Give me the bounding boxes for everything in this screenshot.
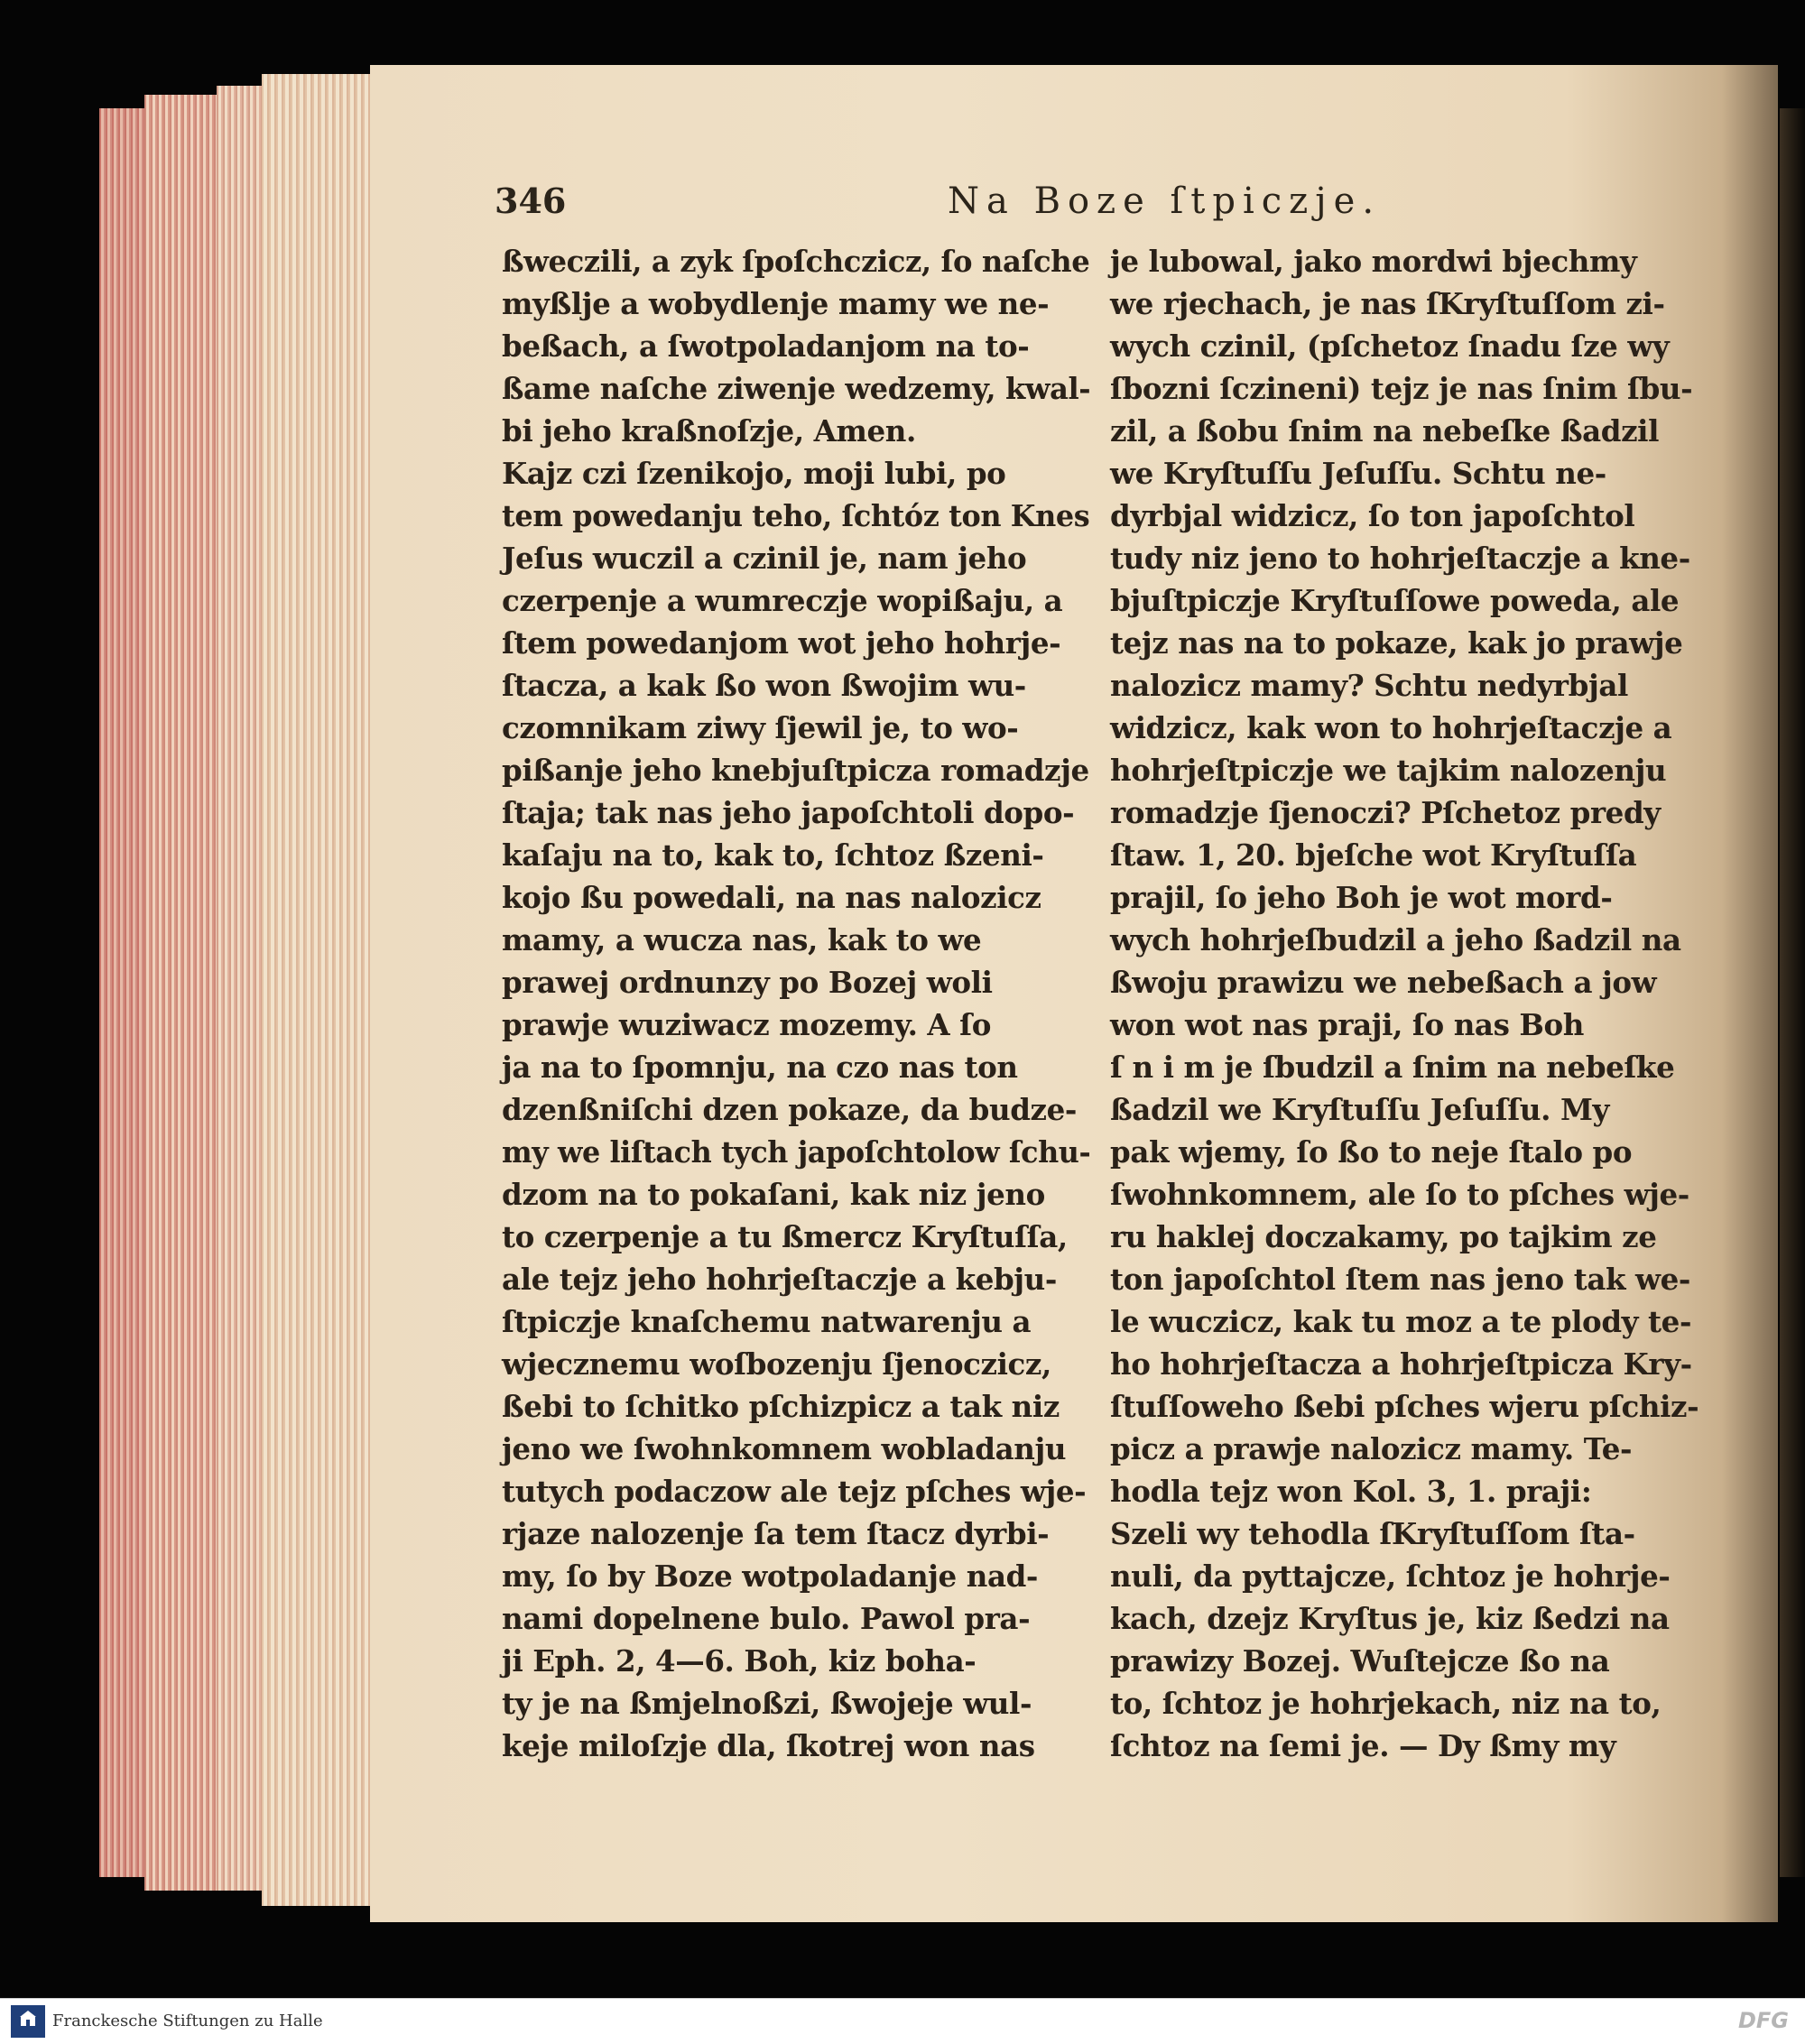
- text-line: bjuſtpiczje Kryſtuſſowe poweda, ale: [1110, 583, 1680, 618]
- text-line: tudy niz jeno to hohrjeſtaczje a kne-: [1110, 541, 1690, 576]
- text-line: hodla tejz won Kol. 3, 1. praji:: [1110, 1474, 1592, 1509]
- text-line: won wot nas praji, ſo nas Boh: [1110, 1007, 1584, 1042]
- text-line: ſwohnkomnem, ale ſo to pſches wje-: [1110, 1177, 1689, 1212]
- text-line: nalozicz mamy? Schtu nedyrbjal: [1110, 668, 1628, 703]
- binding-gutter: [1780, 108, 1805, 1877]
- text-line: czerpenje a wumreczje wopißaju, a: [502, 583, 1063, 618]
- text-line: ſtaw. 1, 20. bjeſche wot Kryſtuſſa: [1110, 837, 1637, 873]
- text-line: ſ n i m je ſbudzil a ſnim na nebeſke: [1110, 1050, 1675, 1085]
- text-line: myßlje a wobydlenje mamy we ne-: [502, 286, 1050, 321]
- text-line: tutych podaczow ale tejz pſches wje-: [502, 1474, 1087, 1509]
- page-number: 346: [495, 180, 567, 221]
- text-line: prajil, ſo jeho Boh je wot mord-: [1110, 880, 1613, 915]
- text-line: dyrbjal widzicz, ſo ton japoſchtol: [1110, 498, 1635, 533]
- text-line: to czerpenje a tu ßmercz Kryſtuſſa,: [502, 1219, 1068, 1254]
- text-line: beßach, a ſwotpoladanjom na to-: [502, 328, 1030, 364]
- text-line: Kajz czi ſzenikojo, moji lubi, po: [502, 456, 1006, 491]
- text-column-right: [1110, 240, 1715, 1767]
- text-line: prawje wuziwacz mozemy. A ſo: [502, 1007, 991, 1042]
- text-line: ſtem powedanjom wot jeho hohrje-: [502, 625, 1061, 661]
- institution-name: Franckesche Stiftungen zu Halle: [52, 2012, 323, 2030]
- text-column-left: [502, 240, 1090, 1767]
- text-line: ſtpiczje knaſchemu natwarenju a: [502, 1304, 1032, 1339]
- text-line: tem powedanju teho, ſchtóz ton Knes: [502, 498, 1090, 533]
- text-line: ſbozni ſczineni) tejz je nas ſnim ſbu-: [1110, 371, 1693, 406]
- text-line: dzenßniſchi dzen pokaze, da budze-: [502, 1092, 1077, 1127]
- text-line: wych hohrjeſbudzil a jeho ßadzil na: [1110, 922, 1681, 957]
- text-line: ton japoſchtol ſtem nas jeno tak we-: [1110, 1262, 1690, 1297]
- text-line: we Kryſtuſſu Jeſuſſu. Schtu ne-: [1110, 456, 1606, 491]
- text-line: ale tejz jeho hohrjeſtaczje a kebju-: [502, 1262, 1057, 1297]
- institution-logo-icon: [11, 2005, 45, 2038]
- text-line: jeno we ſwohnkomnem wobladanju: [502, 1431, 1067, 1466]
- text-line: we rjechach, je nas ſKryſtuſſom zi-: [1110, 286, 1665, 321]
- viewer-footer: [0, 1998, 1805, 2044]
- text-line: ßadzil we Kryſtuſſu Jeſuſſu. My: [1110, 1092, 1610, 1127]
- text-line: Jeſus wuczil a czinil je, nam jeho: [502, 541, 1027, 576]
- text-line: rjaze nalozenje ſa tem ſtacz dyrbi-: [502, 1516, 1050, 1551]
- text-line: ja na to ſpomnju, na czo nas ton: [502, 1050, 1018, 1085]
- text-line: keje miloſzje dla, ſkotrej won nas: [502, 1728, 1035, 1763]
- text-line: ſtuſſoweho ßebi pſches wjeru pſchiz-: [1110, 1389, 1699, 1424]
- text-line: ty je na ßmjelnoßzi, ßwojeje wul-: [502, 1686, 1032, 1721]
- text-line: mamy, a wucza nas, kak to we: [502, 922, 982, 957]
- text-line: le wuczicz, kak tu moz a te plody te-: [1110, 1304, 1692, 1339]
- text-line: ſchtoz na ſemi je. — Dy ßmy my: [1110, 1728, 1616, 1763]
- text-line: prawizy Bozej. Wuſtejcze ßo na: [1110, 1643, 1610, 1679]
- text-line: kojo ßu powedali, na nas nalozicz: [502, 880, 1041, 915]
- text-line: pak wjemy, ſo ßo to neje ſtalo po: [1110, 1134, 1633, 1170]
- text-line: my we liſtach tych japoſchtolow ſchu-: [502, 1134, 1091, 1170]
- text-line: widzicz, kak won to hohrjeſtaczje a: [1110, 710, 1672, 745]
- text-line: nuli, da pyttajcze, ſchtoz je hohrje-: [1110, 1558, 1671, 1594]
- running-head: Na Boze ſtpiczje.: [948, 180, 1382, 222]
- text-line: ſtaja; tak nas jeho japoſchtoli dopo-: [502, 795, 1075, 830]
- text-line: ho hohrjeſtacza a hohrjeſtpicza Kry-: [1110, 1346, 1692, 1382]
- text-line: prawej ordnunzy po Bozej woli: [502, 965, 993, 1000]
- dfg-logo: DFG: [1737, 2008, 1789, 2033]
- text-line: wjecznemu woſbozenju ſjenoczicz,: [502, 1346, 1051, 1382]
- text-line: je lubowal, jako mordwi bjechmy: [1110, 244, 1637, 279]
- text-line: ſtacza, a kak ßo won ßwojim wu-: [502, 668, 1026, 703]
- text-line: czomnikam ziwy ſjewil je, to wo-: [502, 710, 1019, 745]
- text-line: to, ſchtoz je hohrjekach, niz na to,: [1110, 1686, 1662, 1721]
- text-line: ji Eph. 2, 4—6. Boh, kiz boha-: [502, 1643, 977, 1679]
- text-line: nami dopelnene bulo. Pawol pra-: [502, 1601, 1031, 1636]
- text-line: ru haklej doczakamy, po tajkim ze: [1110, 1219, 1657, 1254]
- text-line: picz a prawje nalozicz mamy. Te-: [1110, 1431, 1633, 1466]
- text-line: zil, a ßobu ſnim na nebeſke ßadzil: [1110, 413, 1660, 449]
- text-line: wych czinil, (pſchetoz ſnadu ſze wy: [1110, 328, 1670, 364]
- text-line: tejz nas na to pokaze, kak jo prawje: [1110, 625, 1683, 661]
- text-line: hohrjeſtpiczje we tajkim nalozenju: [1110, 753, 1667, 788]
- text-line: bi jeho kraßnoſzje, Amen.: [502, 413, 916, 449]
- text-line: ßwoju prawizu we nebeßach a jow: [1110, 965, 1657, 1000]
- text-line: kach, dzejz Kryſtus je, kiz ßedzi na: [1110, 1601, 1670, 1636]
- text-line: dzom na to pokaſani, kak niz jeno: [502, 1177, 1045, 1212]
- text-line: ßweczili, a zyk ſpoſchczicz, ſo naſche: [502, 244, 1090, 279]
- text-line: my, ſo by Boze wotpoladanje nad-: [502, 1558, 1039, 1594]
- text-line: ßebi to ſchitko pſchizpicz a tak niz: [502, 1389, 1060, 1424]
- text-line: pißanje jeho knebjuſtpicza romadzje: [502, 753, 1089, 788]
- text-line: ßame naſche ziwenje wedzemy, kwal-: [502, 371, 1091, 406]
- text-line: Szeli wy tehodla ſKryſtuſſom ſta-: [1110, 1516, 1635, 1551]
- text-line: kaſaju na to, kak to, ſchtoz ßzeni-: [502, 837, 1044, 873]
- text-line: romadzje ſjenoczi? Pſchetoz predy: [1110, 795, 1661, 830]
